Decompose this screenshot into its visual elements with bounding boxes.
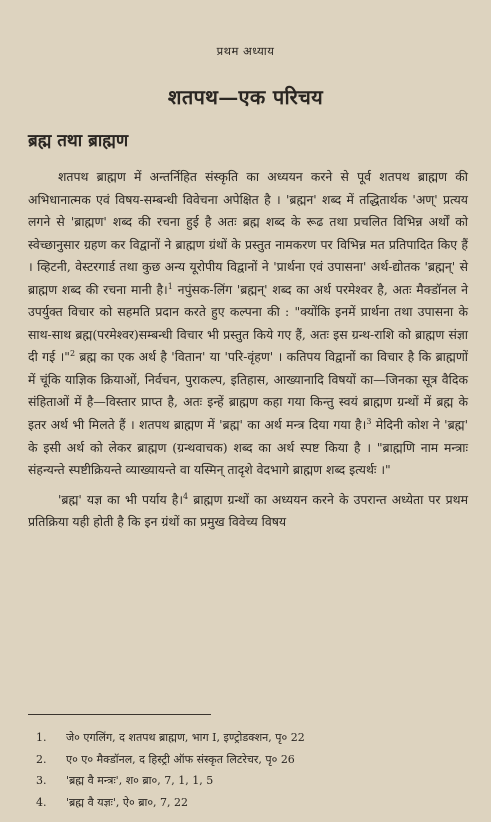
footnote-item — [36, 770, 468, 792]
footnotes-list — [36, 727, 468, 813]
footnote-divider — [28, 714, 211, 715]
footnote-text: 'ब्रह्म वै मन्त्रः', श० ब्रा०, 7, 1, 1, 5 — [66, 774, 214, 787]
footnote-marker: 3 — [366, 416, 372, 426]
paragraph-text: ब्राह्मण ग्रन्थों का अध्ययन करने के उपरान्त अध्येता पर प्रथम प्रतिक्रिया यही होती है कि इन ग्रंथों का प्रमुख विवेच्य विषय — [28, 491, 468, 530]
footnote-marker: 4 — [183, 491, 189, 501]
footnote-number: 3. — [36, 774, 47, 787]
paragraph-text: ब्रह्म का एक अर्थ है 'वितान' या 'परि-वृंहण' । कतिपय विद्वानों का विचार है कि ब्राह्मणों में चूंकि याज्ञिक क्रियाओं, निर्वचन, पुराकल्प, इतिहास, आख्यानादि विषयों का—जिनका सूत्र वैदिक संहिताओं में है—विस्तार प्राप्त है, अतः इन्हें ब्राह्मण कहा गया किन्तु स्वयं ब्राह्मण ग्रन्थों में ब्रह्म के इतर अर्थ भी मिलते हैं । शतपथ ब्राह्मण में 'ब्रह्म' का अर्थ मन्त्र दिया गया है। — [28, 349, 468, 433]
footnote-number: 2. — [36, 752, 47, 766]
footnote-item — [36, 749, 468, 771]
paragraph — [28, 166, 468, 482]
footnote-marker: 1 — [167, 281, 173, 291]
paragraph — [28, 489, 468, 534]
paragraph-text: नपुंसक-लिंग 'ब्रह्मन्' शब्द का अर्थ परमेश्वर है, अतः मैक्डॉनल ने उपर्युक्त विचार को सहमति प्रदान करते हुए कल्पना की : "क्योंकि इनमें प्रार्थना तथा उपासना के साथ-साथ ब्रह्म(परमेश्वर)सम्बन्धी विचार भी प्रस्तुत किये गए हैं, अतः इस ग्रन्थ-राशि को ब्राह्मण संज्ञा दी गई ।" — [28, 281, 468, 365]
footnote-text: ए० ए० मैक्डॉनल, द हिस्ट्री ऑफ संस्कृत लिटरेचर, पृ० 26 — [66, 752, 295, 766]
chapter-label: प्रथम अध्याय — [216, 44, 275, 58]
body-text — [28, 166, 468, 534]
paragraph-text: 'ब्रह्म' यज्ञ का भी पर्याय है। — [58, 491, 184, 507]
footnote-marker: 2 — [69, 349, 76, 359]
footnote-number: 1. — [36, 731, 47, 744]
section-heading: ब्रह्म तथा ब्राह्मण — [28, 131, 129, 151]
footnote-number: 4. — [36, 795, 47, 809]
footnote-item — [36, 727, 468, 749]
chapter-title: शतपथ—एक परिचय — [167, 85, 324, 109]
footnote-text: जे० एगलिंग, द शतपथ ब्राह्मण, भाग I, इण्ट्रोडक्शन, पृ० 22 — [66, 731, 305, 744]
paragraph-text: मेदिनी कोश ने 'ब्रह्म' के इसी अर्थ को लेकर ब्राह्मण (ग्रन्थवाचक) शब्द का अर्थ स्पष्ट किया है । "ब्राह्मणि नाम मन्त्राः संहन्यन्ते स्पष्टीक्रियन्ते व्याख्यायन्ते वा यस्मिन् तादृशे वेदभागे ब्राह्मण शब्द इत्यर्थः ।" — [28, 417, 468, 478]
paragraph-text: शतपथ ब्राह्मण में अन्तर्निहित संस्कृति का अध्ययन करने से पूर्व शतपथ ब्राह्मण की अभिधानात्मक एवं विषय-सम्बन्धी विवेचना अपेक्षित है । 'ब्रह्मन' शब्द में तद्धितार्थक 'अण्' प्रत्यय लगने से 'ब्राह्मण' शब्द की रचना हुई है अतः ब्रह्म शब्द के रूढ तथा प्रचलित विभिन्न अर्थों को स्वेच्छानुसार ग्रहण कर विद्वानों ने ब्राह्मण ग्रंथों के प्रस्तुत नामकरण पर विभिन्न मत प्रतिपादित किए हैं । व्हिटनी, वेस्टरगार्ड तथा कुछ अन्य यूरोपीय विद्वानों ने 'प्रार्थना एवं उपासना' अर्थ-द्योतक 'ब्रह्मन्' से ब्राह्मण शब्द की रचना मानी है। — [28, 169, 468, 297]
footnote-item — [36, 792, 468, 814]
footnote-text: 'ब्रह्म वै यज्ञः', ऐ० ब्रा०, 7, 22 — [66, 795, 189, 809]
